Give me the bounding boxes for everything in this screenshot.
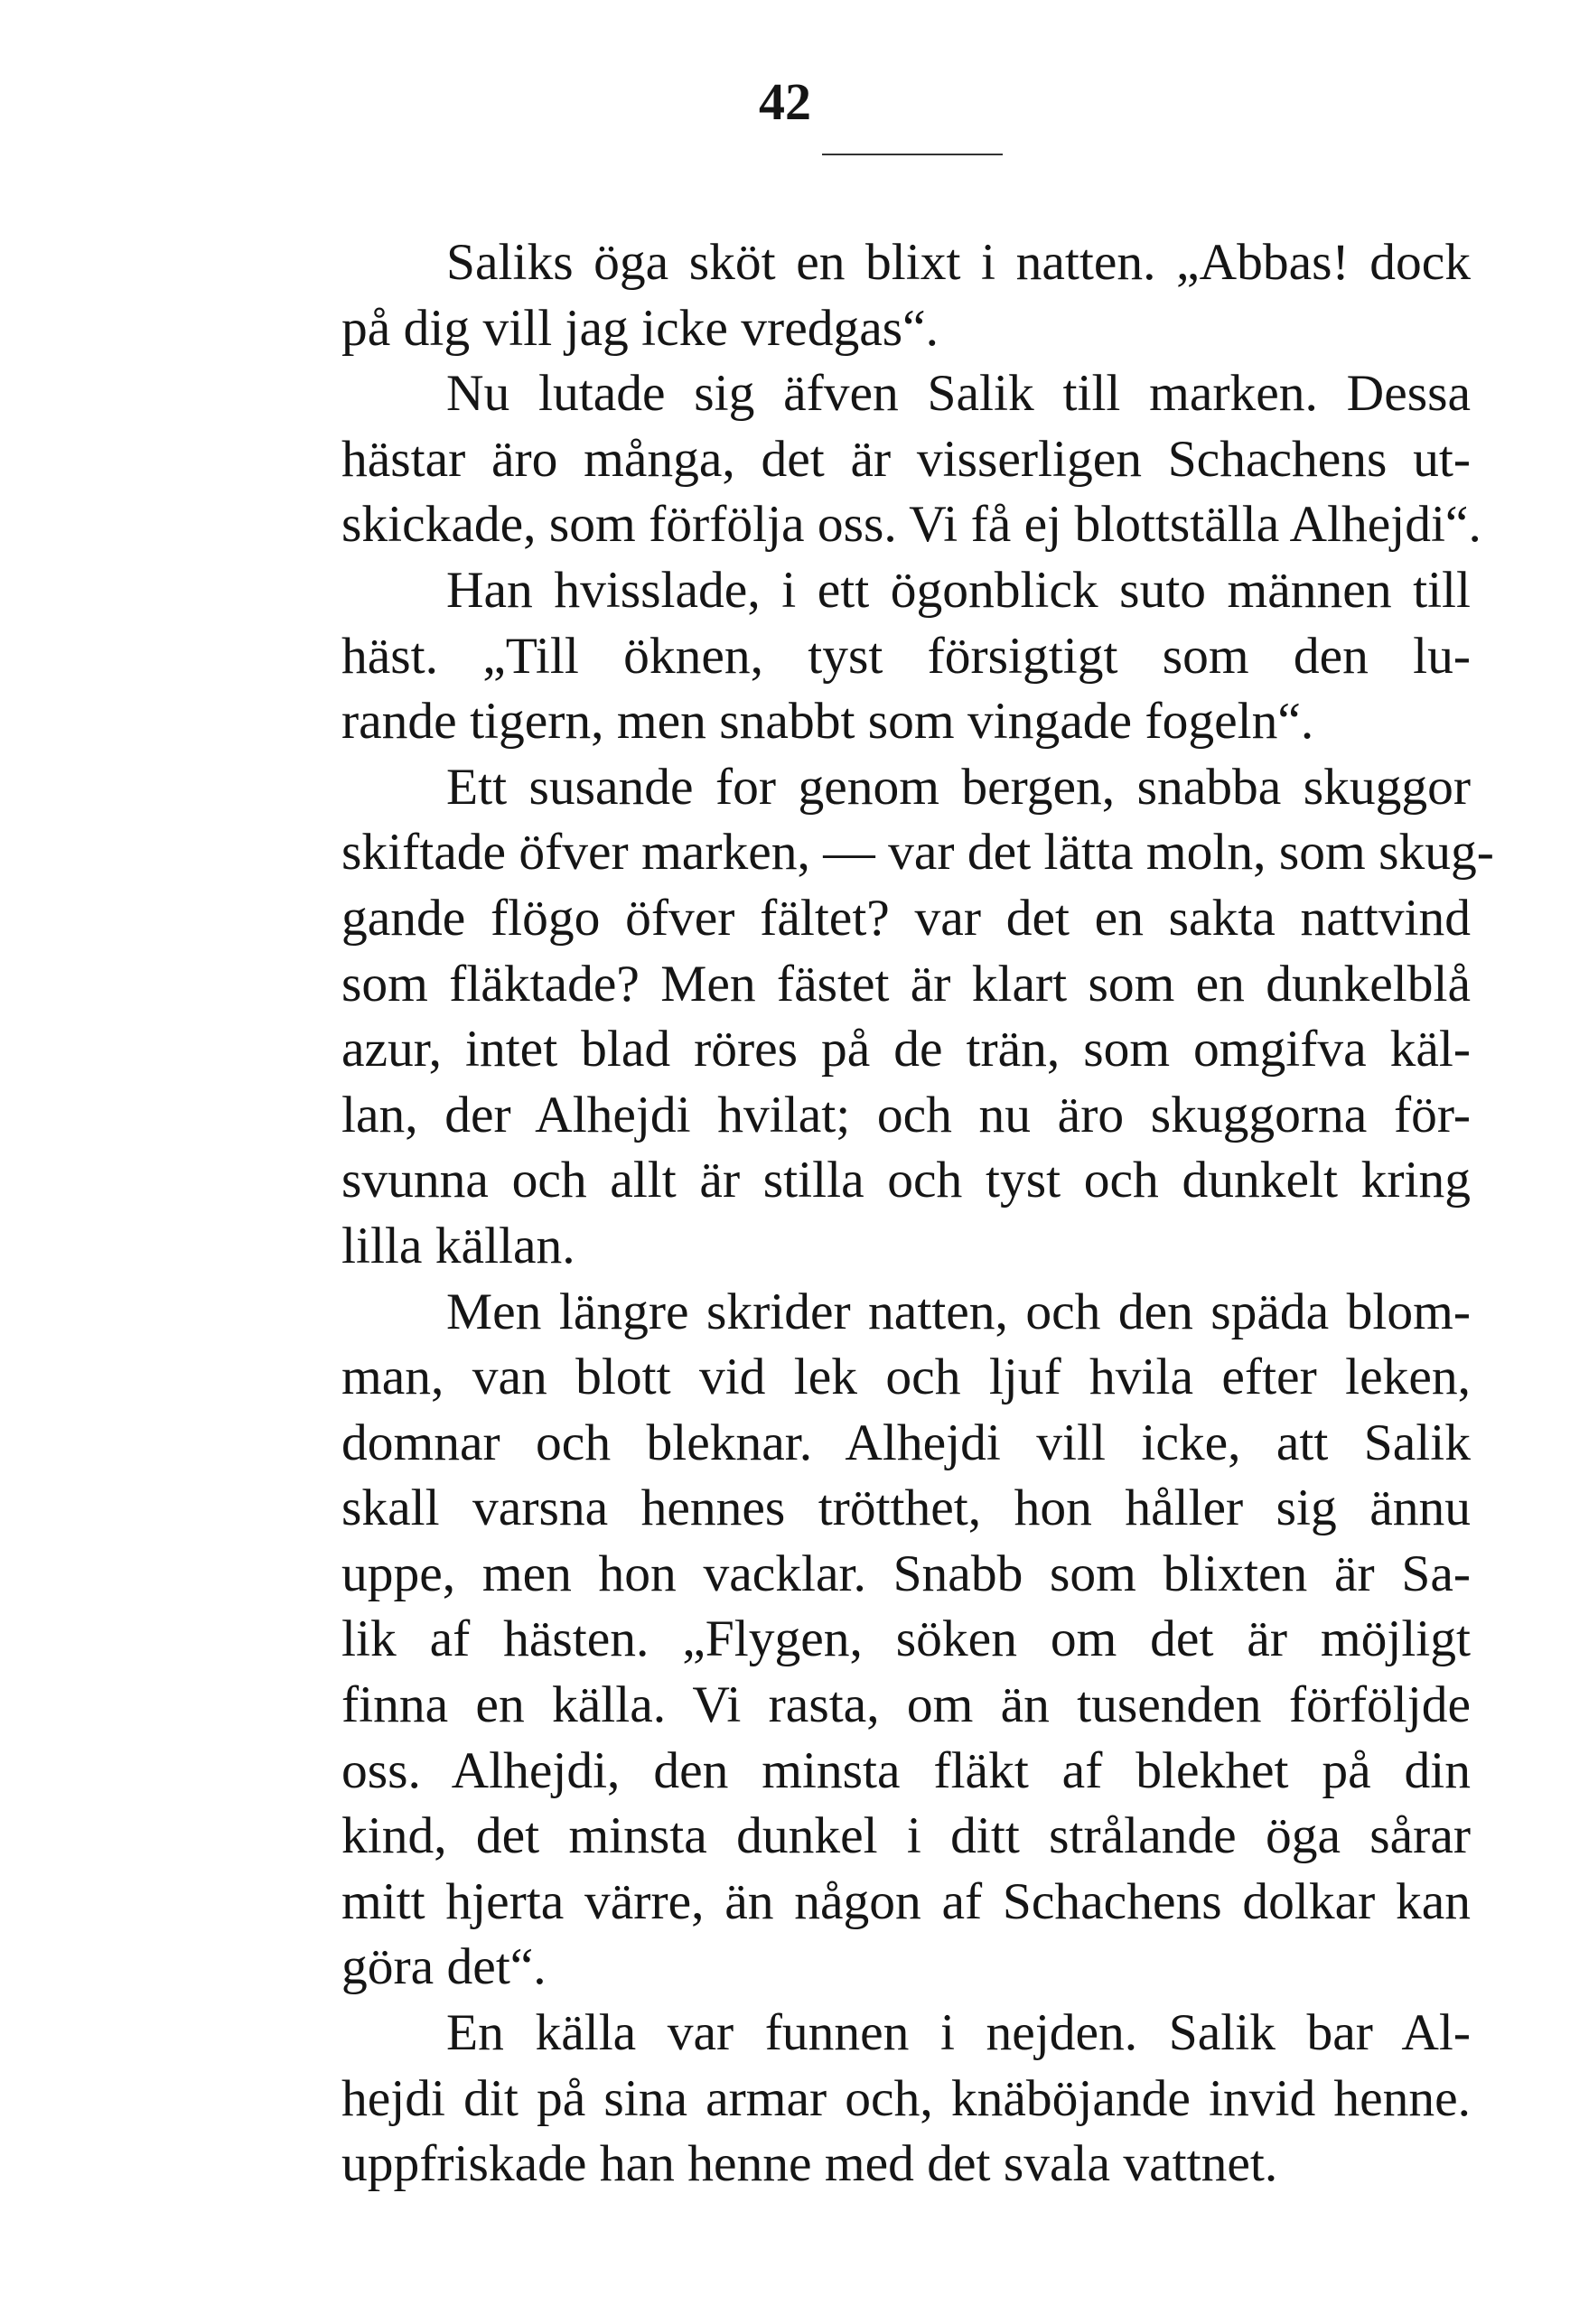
- text-line: Han hvisslade, i ett ögonblick suto männen till: [446, 561, 1471, 619]
- text-line: skiftade öfver marken, — var det lätta moln, som skug-: [341, 824, 1494, 882]
- text-line: kind, det minsta dunkel i ditt strålande öga sårar: [341, 1807, 1471, 1865]
- text-line: man, van blott vid lek och ljuf hvila efter leken,: [341, 1349, 1471, 1406]
- text-line: mitt hjerta värre, än någon af Schachens dolkar kan: [341, 1872, 1471, 1930]
- text-line: Ett susande for genom bergen, snabba skuggor: [446, 758, 1471, 816]
- text-line: uppfriskade han henne med det svala vattnet.: [341, 2135, 1278, 2193]
- text-line: lik af hästen. „Flygen, söken om det är möjligt: [341, 1610, 1471, 1668]
- text-line: gande flögo öfver fältet? var det en sakta nattvind: [341, 889, 1471, 947]
- text-line: azur, intet blad röres på de trän, som omgifva käl-: [341, 1021, 1471, 1078]
- text-line: som fläktade? Men fästet är klart som en dunkelblå: [341, 955, 1471, 1013]
- page-number: 42: [759, 72, 811, 131]
- text-line: häst. „Till öknen, tyst försigtigt som den lu-: [341, 627, 1471, 685]
- text-line: lilla källan.: [341, 1217, 575, 1274]
- body-text: [341, 230, 1494, 2198]
- text-line: skickade, som förfölja oss. Vi få ej blottställa Alhejdi“.: [341, 496, 1481, 554]
- header-rule: [822, 154, 1003, 155]
- text-line: hejdi dit på sina armar och, knäböjande invid henne.: [341, 2069, 1471, 2127]
- text-line: skall varsna hennes trötthet, hon håller sig ännu: [341, 1479, 1471, 1537]
- text-line: rande tigern, men snabbt som vingade fogeln“.: [341, 693, 1314, 751]
- text-line: Saliks öga sköt en blixt i natten. „Abbas! dock: [446, 234, 1471, 291]
- text-line: En källa var funnen i nejden. Salik bar Al-: [446, 2004, 1471, 2062]
- text-line: uppe, men hon vacklar. Snabb som blixten är Sa-: [341, 1545, 1471, 1602]
- text-line: svunna och allt är stilla och tyst och dunkelt kring: [341, 1152, 1471, 1209]
- text-line: oss. Alhejdi, den minsta fläkt af blekhet på din: [341, 1741, 1471, 1799]
- text-line: hästar äro många, det är visserligen Schachens ut-: [341, 430, 1471, 488]
- text-line: finna en källa. Vi rasta, om än tusenden förföljde: [341, 1676, 1471, 1734]
- text-line: Men längre skrider natten, och den späda blom-: [446, 1283, 1471, 1340]
- text-line: lan, der Alhejdi hvilat; och nu äro skuggorna för-: [341, 1086, 1471, 1143]
- text-line: göra det“.: [341, 1938, 547, 1996]
- text-line: Nu lutade sig äfven Salik till marken. Dessa: [446, 365, 1471, 423]
- text-line: domnar och bleknar. Alhejdi vill icke, att Salik: [341, 1414, 1471, 1471]
- text-line: på dig vill jag icke vredgas“.: [341, 299, 939, 357]
